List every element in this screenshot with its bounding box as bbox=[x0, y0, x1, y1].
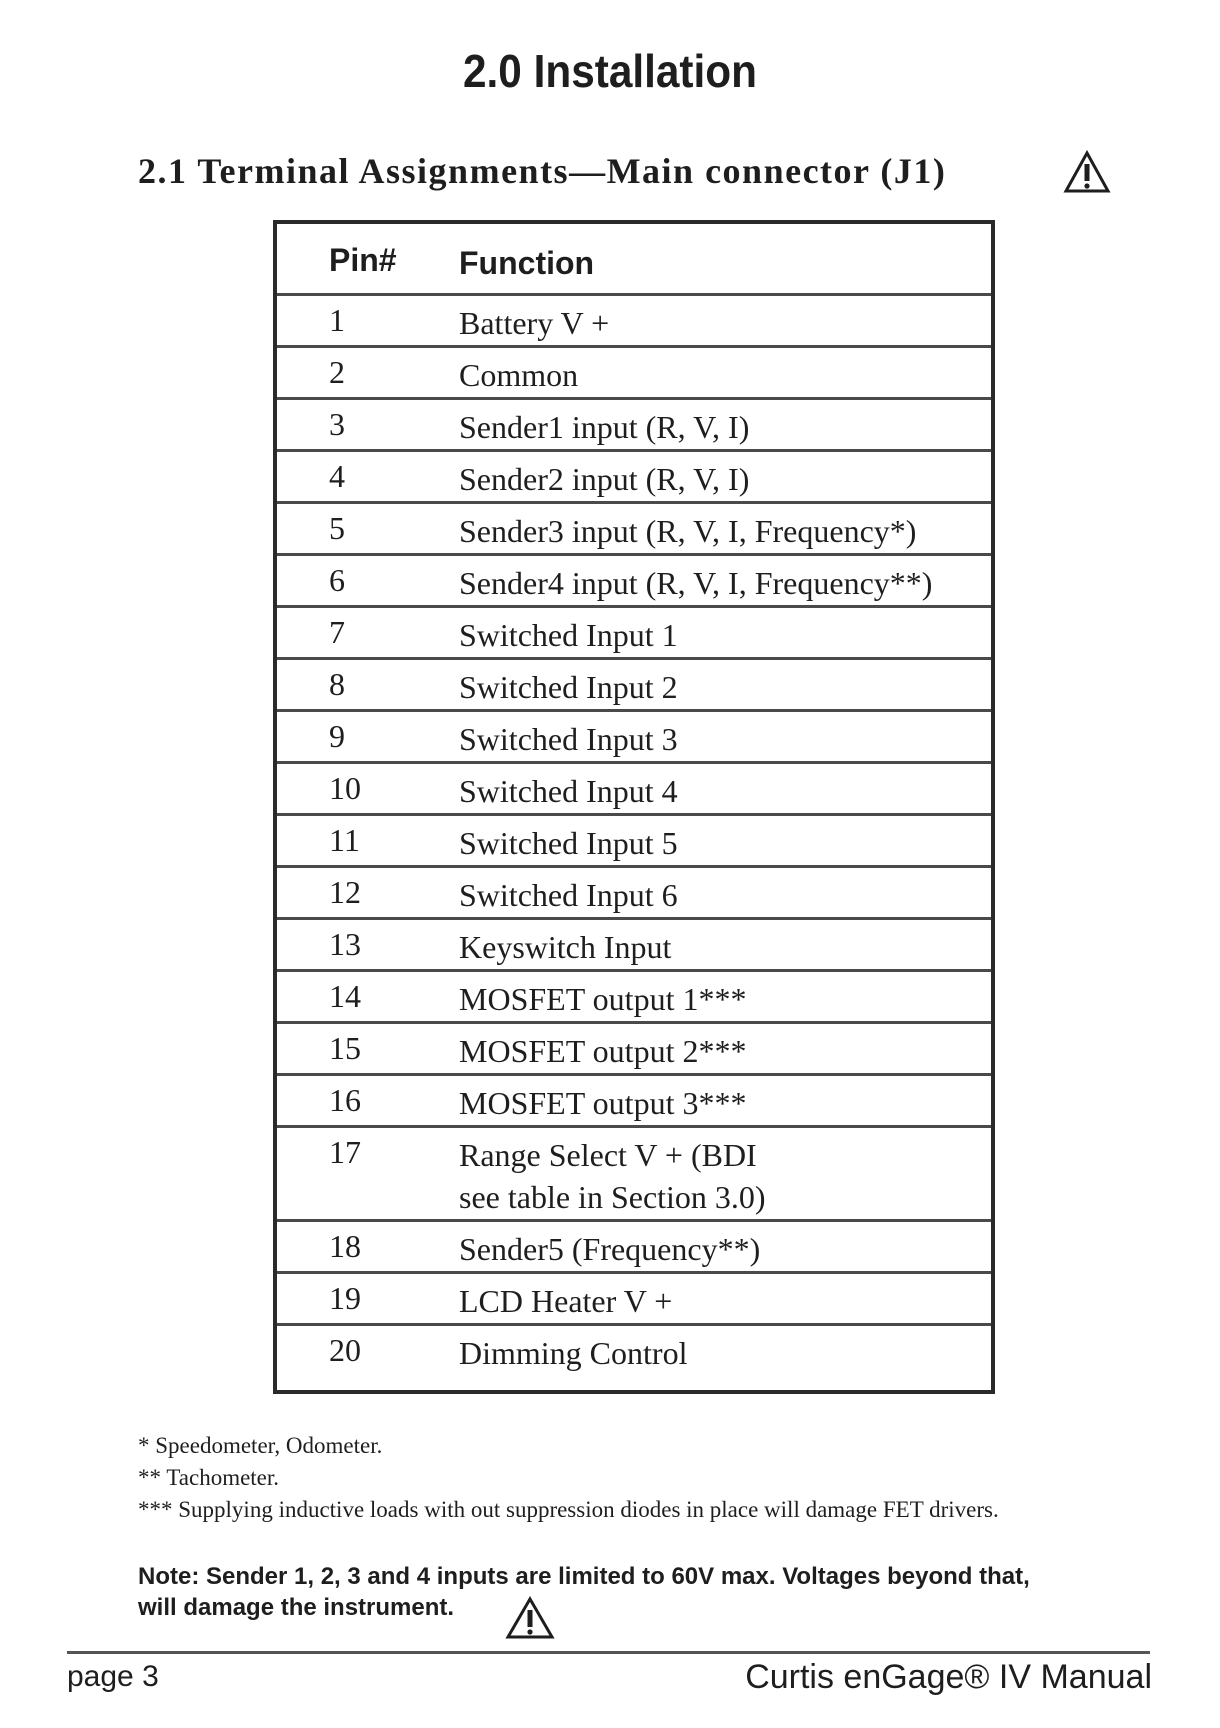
pin-function bbox=[459, 614, 678, 656]
page-title: 2.0 Installation bbox=[463, 45, 757, 97]
page-number: page 3 bbox=[67, 1660, 159, 1693]
warning-triangle-icon bbox=[1063, 150, 1111, 194]
pin-function bbox=[459, 1280, 672, 1322]
note-line-2: will damage the instrument. bbox=[138, 1594, 455, 1621]
pin-function-line: Switched Input 6 bbox=[459, 877, 678, 913]
pin-function bbox=[459, 1332, 687, 1374]
pin-number: 3 bbox=[329, 406, 345, 442]
column-header-pin: Pin# bbox=[329, 242, 397, 278]
pin-function bbox=[459, 1082, 746, 1124]
pin-function-line: Sender4 input (R, V, I, Frequency**) bbox=[459, 565, 933, 601]
pin-function-line: Common bbox=[459, 357, 579, 393]
pin-function bbox=[459, 978, 746, 1020]
pin-function-line: see table in Section 3.0) bbox=[459, 1179, 766, 1215]
pin-number: 9 bbox=[329, 718, 345, 754]
table-row bbox=[277, 813, 991, 865]
table-row bbox=[277, 449, 991, 501]
pin-function bbox=[459, 874, 678, 916]
pin-function-line: Keyswitch Input bbox=[459, 929, 672, 965]
pin-function-line: Sender2 input (R, V, I) bbox=[459, 461, 750, 497]
pin-number: 20 bbox=[329, 1332, 361, 1368]
pin-function bbox=[459, 666, 678, 708]
pin-number: 5 bbox=[329, 510, 345, 546]
pin-function-line: Switched Input 5 bbox=[459, 825, 678, 861]
pin-number: 1 bbox=[329, 302, 345, 338]
footnote-tachometer: ** Tachometer. bbox=[138, 1465, 280, 1490]
section-title: 2.1 Terminal Assignments—Main connector (J1) bbox=[138, 151, 947, 191]
pin-function-line: MOSFET output 3*** bbox=[459, 1085, 747, 1121]
pin-number: 7 bbox=[329, 614, 345, 650]
pin-function bbox=[459, 770, 678, 812]
pin-function-line: MOSFET output 1*** bbox=[459, 981, 747, 1017]
pin-number: 17 bbox=[329, 1134, 361, 1170]
pin-function-line: Switched Input 1 bbox=[459, 617, 678, 653]
pin-number: 4 bbox=[329, 458, 345, 494]
pin-number: 14 bbox=[329, 978, 361, 1014]
pin-function-line: Switched Input 3 bbox=[459, 721, 678, 757]
pin-number: 10 bbox=[329, 770, 361, 806]
table-row bbox=[277, 1073, 991, 1125]
table-row bbox=[277, 397, 991, 449]
table-row bbox=[277, 293, 991, 345]
pin-function bbox=[459, 562, 932, 604]
footnote-speedometer: * Speedometer, Odometer. bbox=[138, 1433, 383, 1458]
pin-number: 18 bbox=[329, 1228, 361, 1264]
pin-number: 13 bbox=[329, 926, 361, 962]
pin-function-line: Switched Input 2 bbox=[459, 669, 678, 705]
pin-function-line: Dimming Control bbox=[459, 1335, 688, 1371]
footnote-fet-drivers: *** Supplying inductive loads with out suppression diodes in place will damage FET drivers. bbox=[138, 1497, 999, 1522]
pin-function bbox=[459, 1134, 766, 1218]
pin-function bbox=[459, 510, 916, 552]
table-row bbox=[277, 553, 991, 605]
pin-function-line: MOSFET output 2*** bbox=[459, 1033, 747, 1069]
pin-function-line: Switched Input 4 bbox=[459, 773, 678, 809]
pin-number: 15 bbox=[329, 1030, 361, 1066]
pin-function-line: LCD Heater V + bbox=[459, 1283, 673, 1319]
pin-number: 6 bbox=[329, 562, 345, 598]
pin-function bbox=[459, 926, 671, 968]
pin-function bbox=[459, 718, 678, 760]
pin-number: 11 bbox=[329, 822, 360, 858]
table-row bbox=[277, 1219, 991, 1271]
pin-number: 19 bbox=[329, 1280, 361, 1316]
footer-divider bbox=[67, 1651, 1150, 1654]
pin-number: 2 bbox=[329, 354, 345, 390]
pin-function bbox=[459, 354, 578, 396]
voltage-note bbox=[138, 1561, 1138, 1623]
pin-function bbox=[459, 406, 749, 448]
table-row bbox=[277, 605, 991, 657]
pin-function-line: Sender3 input (R, V, I, Frequency*) bbox=[459, 513, 917, 549]
pin-number: 12 bbox=[329, 874, 361, 910]
table-row bbox=[277, 917, 991, 969]
table-row bbox=[277, 865, 991, 917]
pin-function-line: Range Select V + (BDI bbox=[459, 1137, 757, 1173]
pin-function bbox=[459, 1228, 760, 1270]
table-row bbox=[277, 709, 991, 761]
terminal-assignments-table bbox=[273, 220, 995, 1394]
pin-function-line: Sender1 input (R, V, I) bbox=[459, 409, 750, 445]
table-row bbox=[277, 657, 991, 709]
table-row bbox=[277, 761, 991, 813]
pin-function bbox=[459, 458, 749, 500]
table-row bbox=[277, 345, 991, 397]
table-row bbox=[277, 1323, 991, 1390]
pin-function-line: Battery V + bbox=[459, 305, 610, 341]
pin-number: 16 bbox=[329, 1082, 361, 1118]
note-line-1: Note: Sender 1, 2, 3 and 4 inputs are limited to 60V max. Voltages beyond that, bbox=[138, 1563, 1030, 1590]
pin-function-line: Sender5 (Frequency**) bbox=[459, 1231, 761, 1267]
table-row bbox=[277, 501, 991, 553]
table-row bbox=[277, 1125, 991, 1219]
pin-function bbox=[459, 1030, 746, 1072]
table-header-row bbox=[277, 224, 991, 293]
pin-function bbox=[459, 822, 678, 864]
manual-title: Curtis enGage® IV Manual bbox=[745, 1658, 1152, 1696]
table-row bbox=[277, 1021, 991, 1073]
table-row bbox=[277, 1271, 991, 1323]
warning-triangle-icon bbox=[505, 1596, 555, 1640]
pin-function bbox=[459, 302, 609, 344]
table-row bbox=[277, 969, 991, 1021]
pin-number: 8 bbox=[329, 666, 345, 702]
column-header-function: Function bbox=[459, 245, 595, 281]
